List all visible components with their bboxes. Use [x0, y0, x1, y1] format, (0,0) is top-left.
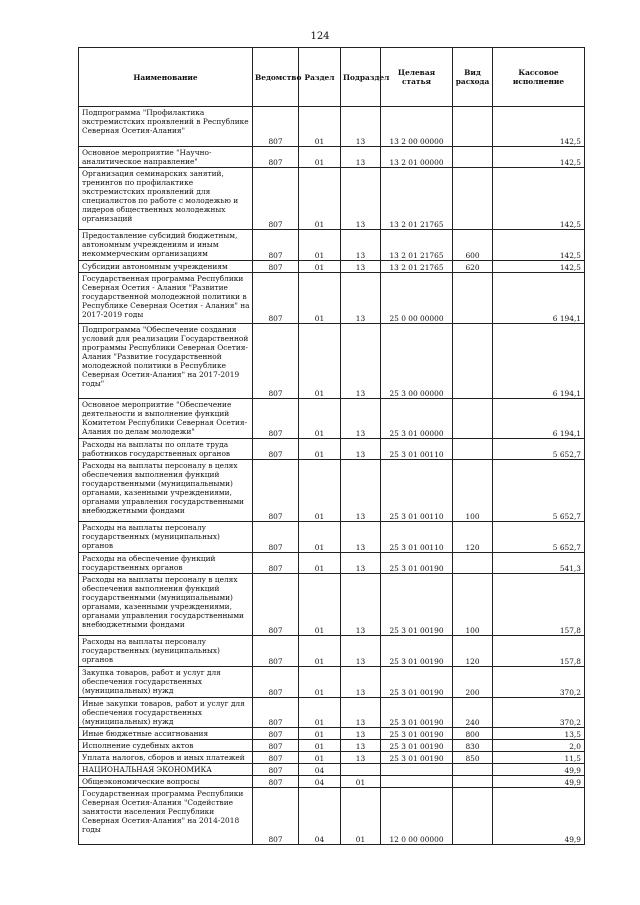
row-podrazdel-cell: 13: [341, 168, 381, 230]
row-celevaya-statya-cell: 25 3 01 00000: [381, 399, 453, 439]
table-row: [79, 439, 585, 460]
budget-table: [78, 47, 585, 845]
row-razdel-cell: 01: [299, 273, 341, 324]
table-row: [79, 460, 585, 522]
row-vedomstvo-cell: 807: [253, 553, 299, 574]
row-podrazdel-cell: 13: [341, 439, 381, 460]
row-vedomstvo-cell: 807: [253, 107, 299, 147]
row-razdel-cell: 01: [299, 324, 341, 399]
row-vid-raskhoda-cell: 830: [453, 740, 493, 752]
table-row: [79, 667, 585, 698]
row-name-cell: Расходы на выплаты персоналу в целях обеспечения выполнения функций государственными (муниципальными) органами, казенными учреждениями, органами управления государственными внебюджетными фондами: [79, 574, 253, 636]
row-name-cell: Расходы на выплаты по оплате труда работников государственных органов: [79, 439, 253, 460]
table-row: [79, 752, 585, 764]
row-podrazdel-cell: 13: [341, 460, 381, 522]
row-vid-raskhoda-cell: 120: [453, 636, 493, 667]
row-name-cell: Основное мероприятие "Научно-аналитическое направление": [79, 147, 253, 168]
col-header-vid-raskhoda: Вид расхода: [453, 48, 493, 107]
row-name-cell: Закупка товаров, работ и услуг для обеспечения государственных (муниципальных) нужд: [79, 667, 253, 698]
row-razdel-cell: 01: [299, 147, 341, 168]
row-celevaya-statya-cell: 25 3 01 00190: [381, 636, 453, 667]
row-vid-raskhoda-cell: [453, 764, 493, 776]
row-sum-cell: 157,8: [493, 574, 585, 636]
row-vedomstvo-cell: 807: [253, 230, 299, 261]
row-celevaya-statya-cell: 25 3 01 00190: [381, 667, 453, 698]
page-number: 124: [310, 31, 330, 42]
row-celevaya-statya-cell: 25 0 00 00000: [381, 273, 453, 324]
table-row: [79, 764, 585, 776]
row-vid-raskhoda-cell: 620: [453, 261, 493, 273]
row-celevaya-statya-cell: 25 3 01 00190: [381, 574, 453, 636]
row-vedomstvo-cell: 807: [253, 667, 299, 698]
col-header-vedomstvo: Ведомство: [253, 48, 299, 107]
row-podrazdel-cell: 13: [341, 399, 381, 439]
row-podrazdel-cell: 13: [341, 553, 381, 574]
row-razdel-cell: 01: [299, 168, 341, 230]
row-sum-cell: 6 194,1: [493, 399, 585, 439]
row-sum-cell: 11,5: [493, 752, 585, 764]
row-podrazdel-cell: 13: [341, 728, 381, 740]
table-row: [79, 147, 585, 168]
row-vedomstvo-cell: 807: [253, 168, 299, 230]
row-vedomstvo-cell: 807: [253, 522, 299, 553]
row-sum-cell: 541,3: [493, 553, 585, 574]
row-vid-raskhoda-cell: [453, 324, 493, 399]
col-header-razdel: Раздел: [299, 48, 341, 107]
col-header-celevaya-statya: Целевая статья: [381, 48, 453, 107]
row-celevaya-statya-cell: 25 3 00 00000: [381, 324, 453, 399]
row-podrazdel-cell: 13: [341, 273, 381, 324]
row-razdel-cell: 01: [299, 460, 341, 522]
row-razdel-cell: 01: [299, 399, 341, 439]
row-name-cell: Расходы на выплаты персоналу государственных (муниципальных) органов: [79, 636, 253, 667]
row-name-cell: НАЦИОНАЛЬНАЯ ЭКОНОМИКА: [79, 764, 253, 776]
row-razdel-cell: 01: [299, 728, 341, 740]
row-celevaya-statya-cell: 13 2 01 00000: [381, 147, 453, 168]
row-sum-cell: 157,8: [493, 636, 585, 667]
row-razdel-cell: 01: [299, 522, 341, 553]
row-razdel-cell: 04: [299, 764, 341, 776]
row-vid-raskhoda-cell: [453, 147, 493, 168]
row-vid-raskhoda-cell: 240: [453, 698, 493, 728]
table-header-row: [79, 48, 585, 107]
row-razdel-cell: 01: [299, 107, 341, 147]
table-row: [79, 230, 585, 261]
row-podrazdel-cell: 13: [341, 698, 381, 728]
row-razdel-cell: 01: [299, 230, 341, 261]
table-row: [79, 740, 585, 752]
row-celevaya-statya-cell: 13 2 01 21765: [381, 230, 453, 261]
row-vid-raskhoda-cell: [453, 399, 493, 439]
row-celevaya-statya-cell: 25 3 01 00190: [381, 698, 453, 728]
row-sum-cell: 370,2: [493, 667, 585, 698]
table-row: [79, 107, 585, 147]
row-name-cell: Подпрограмма "Обеспечение создания условий для реализации Государственной программы Республики Северная Осетия-Алания "Развитие государственной молодежной политики в Республике Северная Осетия-Алания" на 2017-2019 годы": [79, 324, 253, 399]
row-vedomstvo-cell: 807: [253, 399, 299, 439]
row-vid-raskhoda-cell: [453, 168, 493, 230]
row-podrazdel-cell: 13: [341, 147, 381, 168]
row-razdel-cell: 01: [299, 636, 341, 667]
row-name-cell: Государственная программа Республики Северная Осетия-Алания "Содействие занятости населения Республики Северная Осетия-Алания" на 2014-2018 годы: [79, 788, 253, 845]
row-podrazdel-cell: 13: [341, 522, 381, 553]
table-body: [79, 107, 585, 845]
row-name-cell: Расходы на выплаты персоналу в целях обеспечения выполнения функций государственными (муниципальными) органами, казенными учреждениями, органами управления государственными внебюджетными фондами: [79, 460, 253, 522]
row-sum-cell: 2,0: [493, 740, 585, 752]
row-vedomstvo-cell: 807: [253, 147, 299, 168]
row-vid-raskhoda-cell: [453, 776, 493, 788]
row-podrazdel-cell: 13: [341, 107, 381, 147]
row-name-cell: Предоставление субсидий бюджетным, автономным учреждениям и иным некоммерческим организациям: [79, 230, 253, 261]
row-vedomstvo-cell: 807: [253, 776, 299, 788]
table-row: [79, 728, 585, 740]
row-name-cell: Государственная программа Республики Северная Осетия - Алания "Развитие государственной молодежной политики в Республике Северная Осетия - Алания" на 2017-2019 годы: [79, 273, 253, 324]
row-name-cell: Общеэкономические вопросы: [79, 776, 253, 788]
row-sum-cell: 142,5: [493, 107, 585, 147]
row-podrazdel-cell: 13: [341, 574, 381, 636]
row-sum-cell: 370,2: [493, 698, 585, 728]
row-podrazdel-cell: 13: [341, 230, 381, 261]
row-sum-cell: 49,9: [493, 776, 585, 788]
row-celevaya-statya-cell: 25 3 01 00110: [381, 460, 453, 522]
row-celevaya-statya-cell: 13 2 01 21765: [381, 261, 453, 273]
row-celevaya-statya-cell: 25 3 01 00190: [381, 740, 453, 752]
row-sum-cell: 49,9: [493, 764, 585, 776]
row-podrazdel-cell: 13: [341, 752, 381, 764]
row-name-cell: Иные закупки товаров, работ и услуг для обеспечения государственных (муниципальных) нужд: [79, 698, 253, 728]
row-celevaya-statya-cell: 25 3 01 00190: [381, 752, 453, 764]
row-name-cell: Субсидии автономным учреждениям: [79, 261, 253, 273]
row-vedomstvo-cell: 807: [253, 788, 299, 845]
row-sum-cell: 5 652,7: [493, 439, 585, 460]
row-vedomstvo-cell: 807: [253, 324, 299, 399]
row-razdel-cell: 01: [299, 752, 341, 764]
row-vid-raskhoda-cell: [453, 788, 493, 845]
row-vid-raskhoda-cell: [453, 273, 493, 324]
table-row: [79, 636, 585, 667]
table-row: [79, 776, 585, 788]
row-sum-cell: 142,5: [493, 261, 585, 273]
row-vedomstvo-cell: 807: [253, 752, 299, 764]
row-name-cell: Подпрограмма "Профилактика экстремистских проявлений в Республике Северная Осетия-Алания": [79, 107, 253, 147]
col-header-name: Наименование: [79, 48, 253, 107]
col-header-podrazdel: Подраздел: [341, 48, 381, 107]
table-row: [79, 399, 585, 439]
row-name-cell: Организация семинарских занятий, тренингов по профилактике экстремистских проявлений для специалистов по работе с молодежью и лидеров общественных молодежных организаций: [79, 168, 253, 230]
row-sum-cell: 142,5: [493, 147, 585, 168]
row-name-cell: Исполнение судебных актов: [79, 740, 253, 752]
row-razdel-cell: 01: [299, 553, 341, 574]
row-name-cell: Иные бюджетные ассигнования: [79, 728, 253, 740]
row-name-cell: Основное мероприятие "Обеспечение деятельности и выполнение функций Комитетом Республики Северная Осетия-Алания по делам молодежи": [79, 399, 253, 439]
row-vedomstvo-cell: 807: [253, 740, 299, 752]
row-razdel-cell: 04: [299, 776, 341, 788]
table-row: [79, 261, 585, 273]
row-razdel-cell: 01: [299, 667, 341, 698]
row-podrazdel-cell: 01: [341, 776, 381, 788]
row-razdel-cell: 01: [299, 439, 341, 460]
row-vid-raskhoda-cell: 850: [453, 752, 493, 764]
row-vid-raskhoda-cell: 600: [453, 230, 493, 261]
row-celevaya-statya-cell: 13 2 00 00000: [381, 107, 453, 147]
row-name-cell: Расходы на обеспечение функций государственных органов: [79, 553, 253, 574]
row-vid-raskhoda-cell: [453, 107, 493, 147]
row-celevaya-statya-cell: [381, 776, 453, 788]
row-sum-cell: 142,5: [493, 168, 585, 230]
row-sum-cell: 6 194,1: [493, 273, 585, 324]
row-vedomstvo-cell: 807: [253, 273, 299, 324]
row-celevaya-statya-cell: 25 3 01 00190: [381, 728, 453, 740]
table-row: [79, 522, 585, 553]
row-name-cell: Расходы на выплаты персоналу государственных (муниципальных) органов: [79, 522, 253, 553]
table-row: [79, 698, 585, 728]
table-row: [79, 273, 585, 324]
row-sum-cell: 5 652,7: [493, 522, 585, 553]
row-celevaya-statya-cell: 25 3 01 00190: [381, 553, 453, 574]
row-podrazdel-cell: 01: [341, 788, 381, 845]
row-sum-cell: 49,9: [493, 788, 585, 845]
row-vid-raskhoda-cell: [453, 553, 493, 574]
row-name-cell: Уплата налогов, сборов и иных платежей: [79, 752, 253, 764]
row-sum-cell: 142,5: [493, 230, 585, 261]
row-vedomstvo-cell: 807: [253, 460, 299, 522]
row-podrazdel-cell: 13: [341, 324, 381, 399]
row-vedomstvo-cell: 807: [253, 698, 299, 728]
row-celevaya-statya-cell: [381, 764, 453, 776]
row-celevaya-statya-cell: 25 3 01 00110: [381, 522, 453, 553]
row-vid-raskhoda-cell: 120: [453, 522, 493, 553]
row-vid-raskhoda-cell: 100: [453, 460, 493, 522]
row-podrazdel-cell: 13: [341, 667, 381, 698]
row-razdel-cell: 01: [299, 698, 341, 728]
row-vedomstvo-cell: 807: [253, 764, 299, 776]
row-vid-raskhoda-cell: 100: [453, 574, 493, 636]
row-podrazdel-cell: 13: [341, 636, 381, 667]
row-razdel-cell: 01: [299, 574, 341, 636]
row-vedomstvo-cell: 807: [253, 439, 299, 460]
table-row: [79, 553, 585, 574]
table-row: [79, 574, 585, 636]
table-row: [79, 168, 585, 230]
row-podrazdel-cell: [341, 764, 381, 776]
col-header-kassovoe-ispolnenie: Кассовое исполнение: [493, 48, 585, 107]
row-vid-raskhoda-cell: [453, 439, 493, 460]
row-celevaya-statya-cell: 13 2 01 21765: [381, 168, 453, 230]
row-vedomstvo-cell: 807: [253, 261, 299, 273]
row-sum-cell: 13,5: [493, 728, 585, 740]
row-celevaya-statya-cell: 25 3 01 00110: [381, 439, 453, 460]
table-row: [79, 324, 585, 399]
row-razdel-cell: 01: [299, 740, 341, 752]
row-vid-raskhoda-cell: 200: [453, 667, 493, 698]
row-vedomstvo-cell: 807: [253, 728, 299, 740]
row-vedomstvo-cell: 807: [253, 574, 299, 636]
row-celevaya-statya-cell: 12 0 00 00000: [381, 788, 453, 845]
row-podrazdel-cell: 13: [341, 740, 381, 752]
row-razdel-cell: 01: [299, 261, 341, 273]
row-razdel-cell: 04: [299, 788, 341, 845]
row-podrazdel-cell: 13: [341, 261, 381, 273]
row-sum-cell: 5 652,7: [493, 460, 585, 522]
row-vid-raskhoda-cell: 800: [453, 728, 493, 740]
row-sum-cell: 6 194,1: [493, 324, 585, 399]
table-row: [79, 788, 585, 845]
row-vedomstvo-cell: 807: [253, 636, 299, 667]
